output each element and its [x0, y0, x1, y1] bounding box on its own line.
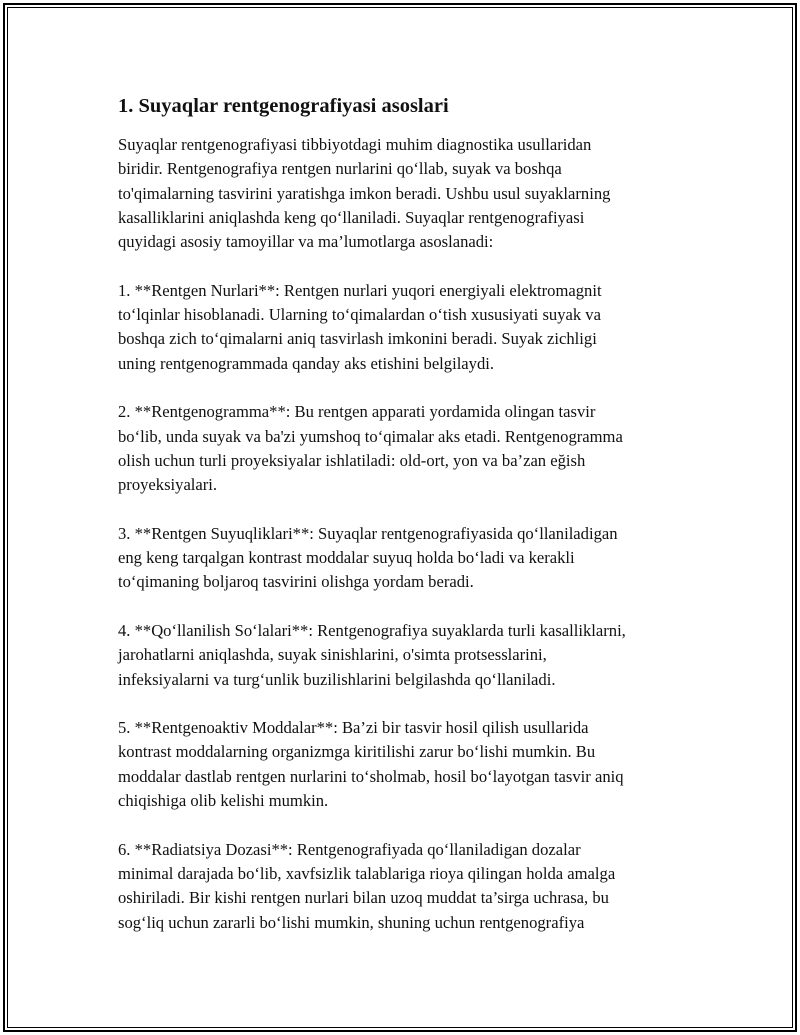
text-line: 6. **Radiatsiya Dozasi**: Rentgenografiyada qo‘llaniladigan dozalar: [118, 839, 581, 859]
text-line: chiqishiga olib kelishi mumkin.: [118, 791, 329, 811]
text-line: biridir. Rentgenografiya rentgen nurlarini qo‘llab, suyak va boshqa: [118, 159, 562, 179]
text-line: quyidagi asosiy tamoyillar va ma’lumotlarga asoslanadi:: [118, 232, 494, 252]
text-line: olish uchun turli proyeksiyalar ishlatiladi: old-ort, yon va ba’zan eğish: [118, 450, 586, 470]
list-item-qollanilish-sohalari: [118, 619, 698, 692]
list-item-rentgen-suyuqliklari: [118, 522, 698, 595]
text-line: minimal darajada bo‘lib, xavfsizlik talablariga rioya qilingan holda amalga: [118, 863, 616, 883]
text-line: 3. **Rentgen Suyuqliklari**: Suyaqlar rentgenografiyasida qo‘llaniladigan: [118, 523, 618, 543]
text-line: proyeksiyalari.: [118, 475, 218, 495]
text-line: bo‘lib, unda suyak va ba'zi yumshoq to‘qimalar aks etadi. Rentgenogramma: [118, 426, 623, 446]
text-line: kasalliklarini aniqlashda keng qo‘llaniladi. Suyaqlar rentgenografiyasi: [118, 207, 585, 227]
text-line: Suyaqlar rentgenografiyasi tibbiyotdagi muhim diagnostika usullaridan: [118, 135, 592, 154]
list-item-rentgen-nurlari: [118, 279, 698, 376]
text-line: to‘lqinlar hisoblanadi. Ularning to‘qimalardan o‘tish xususiyati suyak va: [118, 305, 601, 325]
text-line: 5. **Rentgenoaktiv Moddalar**: Ba’zi bir tasvir hosil qilish usullarida: [118, 718, 589, 738]
text-line: uning rentgenogrammada qanday aks etishini belgilaydi.: [118, 353, 495, 373]
text-line: jarohatlarni aniqlashda, suyak sinishlarini, o'simta protsesslarini,: [118, 645, 547, 665]
text-line: eng keng tarqalgan kontrast moddalar suyuq holda bo‘ladi va kerakli: [118, 548, 575, 568]
list-item-rentgenoaktiv-moddalar: [118, 716, 698, 813]
text-line: moddalar dastlab rentgen nurlarini to‘sholmab, hosil bo‘layotgan tasvir aniq: [118, 766, 624, 786]
text-line: infeksiyalarni va turg‘unlik buzilishlarini belgilashda qo‘llaniladi.: [118, 669, 556, 689]
list-item-radiatsiya-dozasi: [118, 838, 698, 935]
text-line: to‘qimaning boljaroq tasvirini olishga yordam beradi.: [118, 572, 474, 592]
text-line: 1. **Rentgen Nurlari**: Rentgen nurlari yuqori energiyali elektromagnit: [118, 280, 602, 300]
document-body: [118, 92, 698, 959]
text-line: 2. **Rentgenogramma**: Bu rentgen apparati yordamida olingan tasvir: [118, 402, 596, 422]
text-line: 4. **Qo‘llanilish So‘lalari**: Rentgenografiya suyaklarda turli kasalliklarni,: [118, 620, 626, 640]
list-item-rentgenogramma: [118, 400, 698, 497]
text-line: sog‘liq uchun zararli bo‘lishi mumkin, shuning uchun rentgenografiya: [118, 912, 585, 932]
text-line: boshqa zich to‘qimalarni aniq tasvirlash imkonini beradi. Suyak zichligi: [118, 329, 597, 349]
text-line: oshiriladi. Bir kishi rentgen nurlari bilan uzoq muddat ta’sirga uchrasa, bu: [118, 888, 609, 908]
text-line: to'qimalarning tasvirini yaratishga imkon beradi. Ushbu usul suyaklarning: [118, 183, 611, 203]
section-heading: 1. Suyaqlar rentgenografiyasi asoslari: [118, 95, 449, 117]
intro-paragraph: [118, 133, 698, 254]
text-line: kontrast moddalarning organizmga kiritilishi zarur bo‘lishi mumkin. Bu: [118, 742, 596, 762]
